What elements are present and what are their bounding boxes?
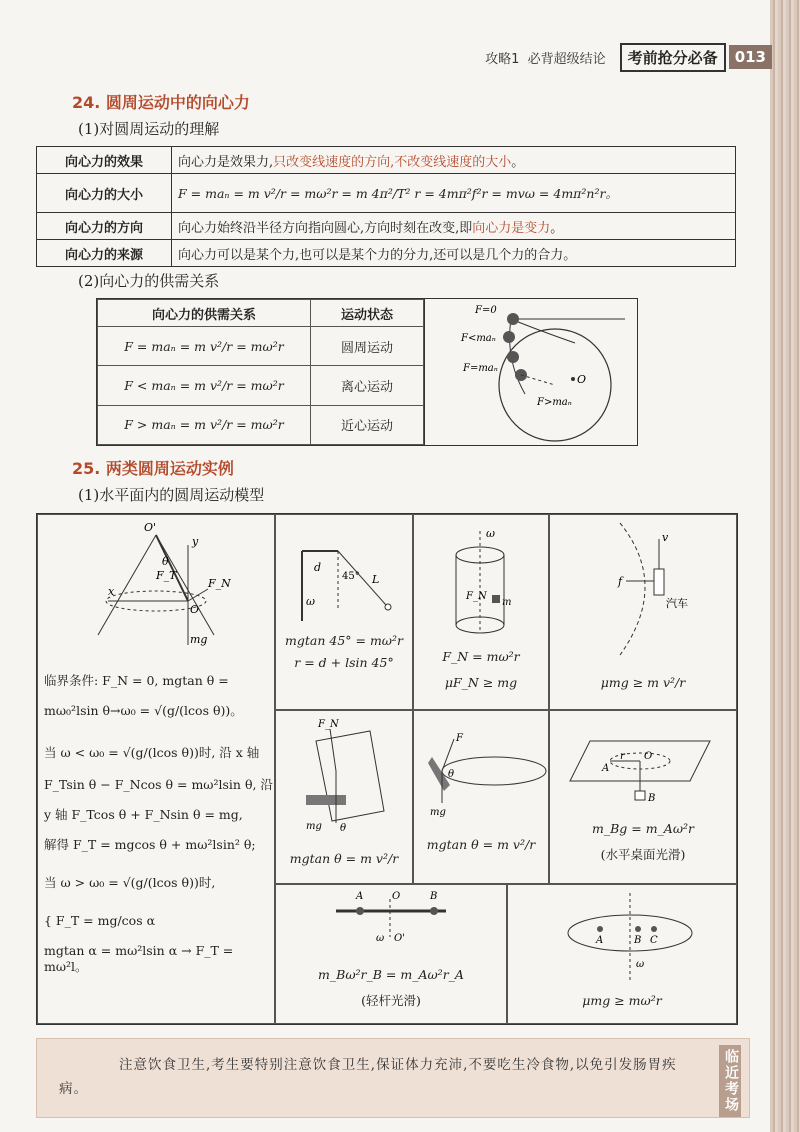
label-o1: O' [394, 933, 405, 944]
table-row [37, 240, 736, 267]
rotor-svg [276, 515, 412, 625]
label-o: O [644, 751, 653, 762]
orbit-diagram [424, 299, 638, 445]
model-cell-cylinder [413, 514, 549, 710]
header-brand: 考前抢分必备 [620, 43, 726, 72]
table-row [98, 405, 424, 444]
label-y: y [192, 535, 199, 548]
block [492, 595, 500, 603]
row-key: 向心力的大小 [37, 174, 172, 213]
rod-svg [276, 885, 506, 955]
label-a: A [602, 763, 610, 774]
text-line: 当 ω < ω₀ = √(g/(lcos θ))时, 沿 x 轴 [44, 745, 260, 760]
condition-cell: F > maₙ = m v²/r = mω²r [98, 405, 311, 444]
label-m: m [502, 597, 512, 608]
conical-text [44, 673, 274, 975]
model-cell-airplane [413, 710, 549, 884]
section-24-sub2: (2)向心力的供需关系 [78, 272, 220, 290]
cone-edge [156, 535, 214, 635]
label-a: A [356, 891, 364, 902]
table-svg [550, 711, 736, 811]
label-fn: F_N [318, 719, 339, 730]
label-f0: F=0 [475, 305, 497, 316]
header-section: 攻略1 [485, 51, 520, 67]
section-24-sub1: (1)对圆周运动的理解 [78, 120, 220, 138]
text-line: F_Tsin θ − F_Ncos θ = mω²lsin θ, 沿 [44, 777, 273, 792]
formula-note: (水平桌面光滑) [600, 847, 686, 862]
model-cell-rotor [275, 514, 413, 710]
label-b: B [648, 793, 656, 804]
formula-line: m_Bω²r_B = m_Aω²r_A [318, 967, 464, 982]
label-ft: F_T [156, 569, 177, 582]
row-value [172, 147, 736, 174]
model-cell-disk [507, 884, 737, 1024]
formula-line: mgtan θ = m v²/r [289, 851, 399, 866]
tip-tag: 临近考场 [719, 1045, 741, 1117]
row-highlight: 向心力是变力 [472, 220, 551, 236]
cyl-bottom [456, 617, 504, 633]
supply-demand-table [97, 299, 424, 445]
table-row [98, 327, 424, 366]
row-key: 向心力的方向 [37, 213, 172, 240]
disk [568, 915, 692, 951]
label-w: ω [306, 595, 315, 608]
table-row [37, 213, 736, 240]
label-angle: 45° [342, 571, 360, 582]
f-arrow [442, 739, 454, 771]
label-feq: F=maₙ [463, 363, 498, 374]
header-crumb [485, 48, 606, 67]
label-car: 汽车 [666, 597, 688, 610]
formula-line: μmg ≥ m v²/r [600, 675, 686, 690]
row-key: 向心力的来源 [37, 240, 172, 267]
row-value [172, 213, 736, 240]
label-fn: F_N [208, 577, 231, 590]
ball-b [430, 907, 438, 915]
path-lt [511, 319, 575, 343]
formula-line: F_N = mω²r [442, 649, 520, 664]
disk-svg [508, 885, 736, 985]
car-svg [550, 515, 736, 665]
label-f: F [456, 733, 463, 744]
state-cell: 离心运动 [311, 366, 424, 405]
block-b [635, 791, 645, 800]
label-mg: mg [430, 807, 446, 818]
label-l: L [372, 573, 380, 586]
label-r: r [620, 751, 625, 762]
tip-text: 注意饮食卫生,考生要特别注意饮食卫生,保证体力充沛,不要吃生冷食物,以免引发肠胃疾病。 [59, 1057, 677, 1097]
label-f: f [618, 575, 623, 588]
condition-cell: F = maₙ = m v²/r = mω²r [98, 327, 311, 366]
row-text: 向心力是效果力, [178, 154, 274, 170]
text-line: 解得 F_T = mgcos θ + mω²lsin² θ; [44, 837, 256, 852]
label-v: v [662, 531, 669, 544]
wall [316, 731, 384, 821]
cone-edge [98, 535, 156, 635]
orbit-svg [425, 299, 638, 445]
label-fgt: F>maₙ [537, 397, 572, 408]
table-header-row [98, 300, 424, 327]
page-number: 013 [729, 45, 772, 69]
table-row [37, 174, 736, 213]
airplane-svg [414, 711, 548, 831]
formula-line: mgtan 45° = mω²r [285, 633, 403, 648]
row-text-end: 。 [511, 154, 525, 170]
label-w: ω [636, 959, 645, 970]
label-c: C [650, 935, 658, 946]
fn-arrow [330, 729, 336, 771]
ball [503, 331, 515, 343]
ball-a [356, 907, 364, 915]
label-o: O [190, 603, 200, 616]
label-d: d [314, 561, 322, 574]
header-cell: 运动状态 [311, 300, 424, 327]
formula-note: (轻杆光滑) [361, 993, 421, 1008]
orbit [442, 757, 546, 785]
ball [507, 313, 519, 325]
label-fn: F_N [466, 591, 487, 602]
row-key: 向心力的效果 [37, 147, 172, 174]
label-theta: θ [340, 823, 347, 834]
model-cell-banked [275, 710, 413, 884]
section-25-sub1: (1)水平面内的圆周运动模型 [78, 486, 265, 504]
label-x: x [108, 585, 115, 598]
text-line: y 轴 F_Tcos θ + F_Nsin θ = mg, [44, 807, 243, 822]
label-b: B [634, 935, 642, 946]
model-cell-table [549, 710, 737, 884]
label-o: O [392, 891, 401, 902]
section-25-title: 25. 两类圆周运动实例 [72, 459, 234, 478]
banked-svg [276, 711, 412, 841]
text-line: mgtan α = mω²lsin α → F_T = mω²l。 [44, 943, 234, 974]
state-cell: 近心运动 [311, 405, 424, 444]
label-flt: F<maₙ [461, 333, 496, 344]
row-text: 向心力始终沿半径方向指向圆心,方向时刻在改变,即 [178, 220, 473, 236]
models-grid [36, 513, 738, 1025]
label-w: ω [376, 933, 385, 944]
center-dot [571, 377, 575, 381]
plane [428, 757, 450, 791]
cylinder-svg [414, 515, 548, 635]
row-value: 向心力可以是某个力,也可以是某个力的分力,还可以是几个力的合力。 [172, 240, 736, 267]
label-a: A [596, 935, 604, 946]
table-row [37, 147, 736, 174]
car [654, 569, 664, 595]
bob [385, 604, 391, 610]
row-formula: F = maₙ = m v²/r = mω²r = m 4π²/T² r = 4mπ²f²r = mvω = 4mπ²n²r。 [178, 186, 618, 201]
row-highlight: 只改变线速度的方向,不改变线速度的大小 [273, 154, 512, 170]
ball [507, 351, 519, 363]
centripetal-table [36, 146, 736, 267]
cone-svg [38, 515, 274, 665]
label-theta: θ [448, 769, 455, 780]
table-row [98, 366, 424, 405]
row-value [172, 174, 736, 213]
page-edge [770, 0, 800, 1132]
label-mg: mg [190, 633, 208, 646]
label-o: O [577, 373, 587, 386]
header-topic: 必背超级结论 [527, 51, 606, 67]
model-cell-conical [37, 514, 275, 1024]
model-cell-rod [275, 884, 507, 1024]
label-w: ω [486, 527, 495, 540]
state-cell: 圆周运动 [311, 327, 424, 366]
model-cell-car [549, 514, 737, 710]
text-line: mω₀²lsin θ→ω₀ = √(g/(lcos θ))。 [44, 703, 243, 718]
label-theta: θ [162, 555, 169, 568]
label-mg: mg [306, 821, 322, 832]
formula-line: mgtan θ = m v²/r [426, 837, 536, 852]
formula-line: μmg ≥ mω²r [582, 993, 662, 1008]
text-line: 当 ω > ω₀ = √(g/(lcos θ))时, [44, 875, 216, 890]
header-cell: 向心力的供需关系 [98, 300, 311, 327]
label-b: B [430, 891, 438, 902]
supply-demand-box [96, 298, 638, 446]
obj-b [635, 926, 641, 932]
vehicle [306, 795, 346, 805]
formula-line: m_Bg = m_Aω²r [591, 821, 695, 836]
text-line: { F_T = mg/cos α [44, 913, 156, 928]
obj-a [597, 926, 603, 932]
section-24-title: 24. 圆周运动中的向心力 [72, 93, 250, 112]
condition-cell: F < maₙ = m v²/r = mω²r [98, 366, 311, 405]
formula-line: μF_N ≥ mg [444, 675, 518, 690]
page-header [420, 42, 772, 72]
obj-c [651, 926, 657, 932]
road-arc [620, 523, 645, 655]
text-line: 临界条件: F_N = 0, mgtan θ = [44, 673, 229, 688]
row-text-end: 。 [550, 220, 564, 236]
label-o1: O' [144, 521, 157, 534]
tip-box [36, 1038, 750, 1118]
formula-line: r = d + lsin 45° [294, 655, 394, 670]
